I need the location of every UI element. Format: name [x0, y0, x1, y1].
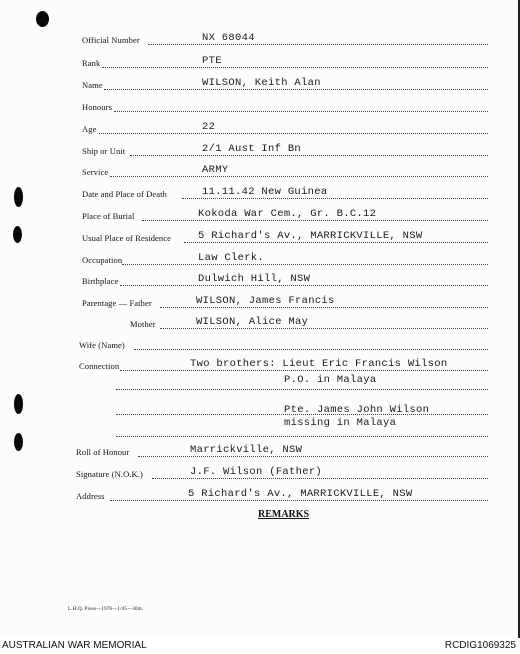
connection-line-4: missing in Malaya	[284, 417, 397, 429]
birthplace-row	[0, 273, 520, 293]
ship-or-unit-label: Ship or Unit	[82, 146, 126, 156]
address-label: Address	[76, 491, 105, 501]
roll-of-honour-row	[0, 444, 520, 464]
name-value: WILSON, Keith Alan	[202, 77, 321, 89]
service-value: ARMY	[202, 164, 229, 176]
dotted-line	[182, 198, 488, 199]
death-value: 11.11.42 New Guinea	[202, 186, 328, 198]
connection-line-1: Two brothers: Lieut Eric Francis Wilson	[190, 358, 448, 370]
mother-value: WILSON, Alice May	[196, 316, 309, 328]
wife-label: Wife (Name)	[79, 340, 125, 350]
connection-row-4	[0, 417, 520, 440]
name-label: Name	[82, 80, 103, 90]
dotted-line	[120, 370, 488, 371]
burial-row	[0, 208, 520, 228]
signature-value: J.F. Wilson (Father)	[190, 466, 323, 478]
death-row	[0, 186, 520, 206]
archive-name: AUSTRALIAN WAR MEMORIAL	[2, 640, 147, 651]
signature-label: Signature (N.O.K.)	[76, 469, 143, 479]
mother-label: Mother	[130, 319, 156, 329]
printer-imprint: L.H.Q. Press—1976—1/45—30m.	[68, 607, 144, 612]
ship-or-unit-value: 2/1 Aust Inf Bn	[202, 143, 302, 155]
service-row	[0, 164, 520, 184]
occupation-value: Law Clerk.	[198, 252, 265, 264]
dotted-line	[160, 307, 488, 308]
roll-of-honour-value: Marrickville, NSW	[190, 444, 303, 456]
dotted-line	[160, 328, 488, 329]
dotted-line	[114, 111, 488, 112]
service-label: Service	[82, 167, 109, 177]
dotted-line	[138, 456, 488, 457]
roll-of-honour-label: Roll of Honour	[76, 447, 130, 457]
birthplace-label: Birthplace	[82, 276, 119, 286]
dotted-line	[130, 155, 488, 156]
age-value: 22	[202, 121, 216, 133]
rank-label: Rank	[82, 58, 101, 68]
age-label: Age	[82, 124, 97, 134]
dotted-line	[122, 264, 488, 265]
residence-value: 5 Richard's Av., MARRICKVILLE, NSW	[198, 230, 423, 242]
death-label: Date and Place of Death	[82, 189, 167, 199]
address-row	[0, 488, 520, 508]
dotted-line	[120, 285, 488, 286]
burial-label: Place of Burial	[82, 211, 135, 221]
connection-row-2	[0, 375, 520, 395]
father-label: Parentage — Father	[82, 298, 152, 308]
honours-row	[0, 99, 520, 119]
honours-label: Honours	[82, 102, 112, 112]
dotted-line	[142, 220, 488, 221]
connection-line-3: Pte. James John Wilson	[284, 404, 430, 416]
connection-label: Connection	[79, 361, 120, 371]
signature-row	[0, 466, 520, 486]
wife-row	[0, 337, 520, 357]
mother-row	[0, 316, 520, 336]
punch-hole-top	[36, 11, 49, 27]
dotted-line	[102, 67, 488, 68]
residence-row	[0, 230, 520, 250]
dotted-line	[104, 89, 488, 90]
dotted-line	[152, 478, 488, 479]
official-number-label: Official Number	[82, 35, 140, 45]
remarks-heading: REMARKS	[258, 509, 310, 520]
dotted-line	[116, 389, 488, 390]
dotted-line	[148, 44, 488, 45]
official-number-row	[0, 32, 520, 52]
connection-row-3	[0, 402, 520, 422]
occupation-label: Occupation	[82, 255, 123, 265]
record-id: RCDIG1069325	[444, 640, 516, 651]
connection-line-2: P.O. in Malaya	[284, 374, 377, 386]
address-value: 5 Richard's Av., MARRICKVILLE, NSW	[188, 488, 413, 500]
rank-value: PTE	[202, 55, 222, 67]
dotted-line	[134, 349, 488, 350]
dotted-line	[116, 436, 488, 437]
rank-row	[0, 55, 520, 75]
dotted-line	[110, 176, 488, 177]
dotted-line	[184, 242, 488, 243]
dotted-line	[99, 133, 488, 134]
birthplace-value: Dulwich Hill, NSW	[198, 273, 311, 285]
official-number-value: NX 68044	[202, 32, 255, 44]
dotted-line	[110, 500, 488, 501]
ship-or-unit-row	[0, 143, 520, 163]
residence-label: Usual Place of Residence	[82, 233, 172, 243]
occupation-row	[0, 252, 520, 272]
father-value: WILSON, James Francis	[196, 295, 335, 307]
name-row	[0, 77, 520, 97]
father-row	[0, 295, 520, 315]
age-row	[0, 121, 520, 141]
burial-value: Kokoda War Cem., Gr. B.C.12	[198, 208, 377, 220]
